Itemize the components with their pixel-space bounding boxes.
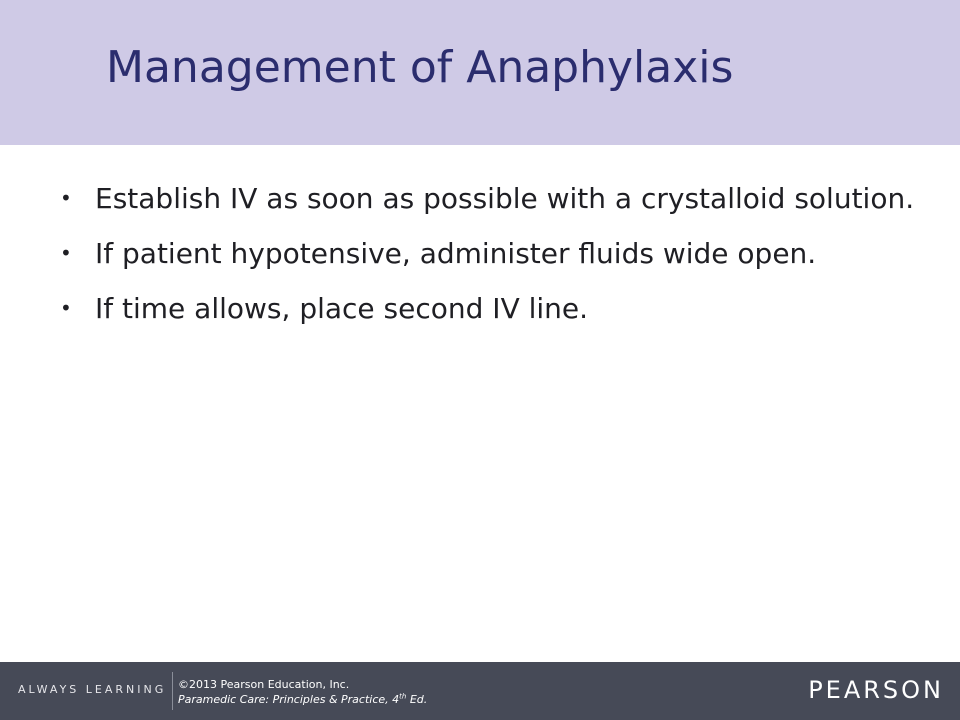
bullet-list <box>60 176 920 341</box>
always-learning-tagline: ALWAYS LEARNING <box>18 683 167 696</box>
bullet-text: If patient hypotensive, administer fluids wide open. <box>95 237 817 270</box>
bullet-icon: • <box>60 296 72 320</box>
edition-superscript: th <box>399 692 407 701</box>
footer-credits <box>178 677 427 707</box>
book-title-prefix: Paramedic Care: Principles & Practice, 4 <box>178 693 400 706</box>
bullet-item-1 <box>60 176 920 221</box>
bullet-item-3 <box>60 286 920 331</box>
edition-suffix: Ed. <box>406 693 428 706</box>
bullet-icon: • <box>60 186 72 210</box>
bullet-icon: • <box>60 241 72 265</box>
footer-band <box>0 662 960 720</box>
bullet-item-2 <box>60 231 920 276</box>
title-band <box>0 0 960 145</box>
bullet-text: Establish IV as soon as possible with a crystalloid solution. <box>95 182 915 215</box>
footer-divider <box>172 672 173 710</box>
copyright-text: ©2013 Pearson Education, Inc. <box>178 678 350 691</box>
bullet-text: If time allows, place second IV line. <box>95 292 589 325</box>
pearson-logo: PEARSON <box>808 676 944 704</box>
slide-title: Management of Anaphylaxis <box>106 42 734 93</box>
book-title <box>178 692 427 707</box>
